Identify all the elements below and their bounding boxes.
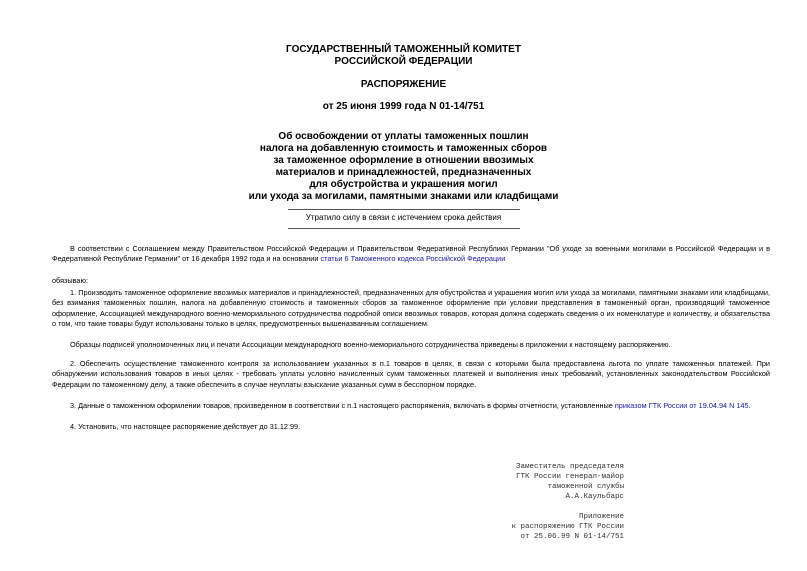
doc-title (0, 131, 807, 203)
obliges-line: обязываю: (52, 276, 88, 285)
title-line: материалов и принадлежностей, предназначенных (275, 167, 532, 178)
order-145-link[interactable]: приказом ГТК России от 19.04.94 N 145 (614, 401, 749, 410)
org-name-line2: РОССИЙСКОЙ ФЕДЕРАЦИИ (334, 56, 473, 67)
preamble-text: В соответствии с Соглашением между Правительством Российской Федерации и Правительством Федеративной Республики Германии "Об уходе за военными могилами в Российской Федерации и в Федеративной Республике Германии" от 16 декабря 1992 года и на основании (52, 244, 770, 264)
item-2-paragraph (52, 359, 770, 390)
doc-date: от 25 июня 1999 года N 01-14/751 (322, 101, 485, 112)
appendix-line: Приложение (578, 513, 624, 521)
divider-bottom (288, 228, 520, 229)
appendix-block (440, 512, 624, 542)
status-note: Утратило силу в связи с истечением срока действия (305, 213, 502, 222)
item-4-text: 4. Установить, что настоящее распоряжение действует до 31.12.99. (70, 422, 301, 431)
item-4-paragraph (52, 422, 770, 432)
preamble-paragraph (52, 244, 770, 265)
doc-type: РАСПОРЯЖЕНИЕ (360, 79, 447, 90)
item-2-text: 2. Обеспечить осуществление таможенного контроля за использованием указанных в п.1 товаров в целях, в связи с которыми была предоставлена льгота по уплате таможенных платежей. При обнаружении использования товаров в иных целях - требовать уплаты условно начисленных сумм таможенных платежей и выполнения иных требований, установленных законодательством Российской Федерации по таможенному делу, а также обеспечить в случае неуплаты взыскание указанных сумм в бесспорном порядке. (52, 359, 770, 389)
title-line: для обустройства и украшения могил (309, 179, 498, 190)
divider-top (288, 209, 520, 210)
signature-line: таможенной службы (547, 483, 624, 491)
title-line: или ухода за могилами, памятными знаками или кладбищами (248, 191, 559, 202)
customs-code-link[interactable]: статьи 6 Таможенного кодекса Российской Федерации (320, 254, 506, 264)
item-3-tail: . (748, 401, 751, 410)
signature-line: Заместитель председателя (515, 463, 624, 471)
title-line: за таможенное оформление в отношении ввозимых (273, 155, 534, 166)
item-3-text: 3. Данные о таможенном оформлении товаров, произведенном в соответствии с п.1 настоящего распоряжения, включать в формы отчетности, установленные (70, 401, 615, 410)
samples-text: Образцы подписей уполномоченных лиц и печати Ассоциации международного военно-мемориального сотрудничества приведены в приложении к настоящему распоряжению. (70, 340, 671, 349)
title-line: Об освобождении от уплаты таможенных пошлин (278, 131, 529, 142)
signature-line: ГТК России генерал-майор (515, 473, 624, 481)
item-1-paragraph (52, 288, 770, 330)
signature-line: А.А.Каульбарс (565, 493, 624, 501)
appendix-line: к распоряжению ГТК России (511, 523, 624, 531)
title-line: налога на добавленную стоимость и таможенных сборов (259, 143, 548, 154)
item-1-text: 1. Производить таможенное оформление ввозимых материалов и принадлежностей, предназначенных для обустройства и украшения могил или ухода за могилами, памятными знаками или кладбищами, без взимания таможенных пошлин, налога на добавленную стоимость и таможенных сборов за таможенное оформление при условии представления в таможенный орган, производящий таможенное оформление, Ассоциацией международного военно-мемориального сотрудничества подробной описи ввозимых товаров, которая должна содержать сведения о их номенклатуре и количеству, и обязательства о том, что такие товары будут использованы только в целях, предусмотренных вышеназванным соглашением. (52, 288, 770, 329)
org-name-line1: ГОСУДАРСТВЕННЫЙ ТАМОЖЕННЫЙ КОМИТЕТ (286, 44, 521, 55)
signature-block (440, 462, 624, 502)
item-3-paragraph (52, 401, 770, 411)
appendix-line: от 25.06.99 N 01-14/751 (520, 533, 624, 541)
samples-paragraph (52, 340, 770, 350)
